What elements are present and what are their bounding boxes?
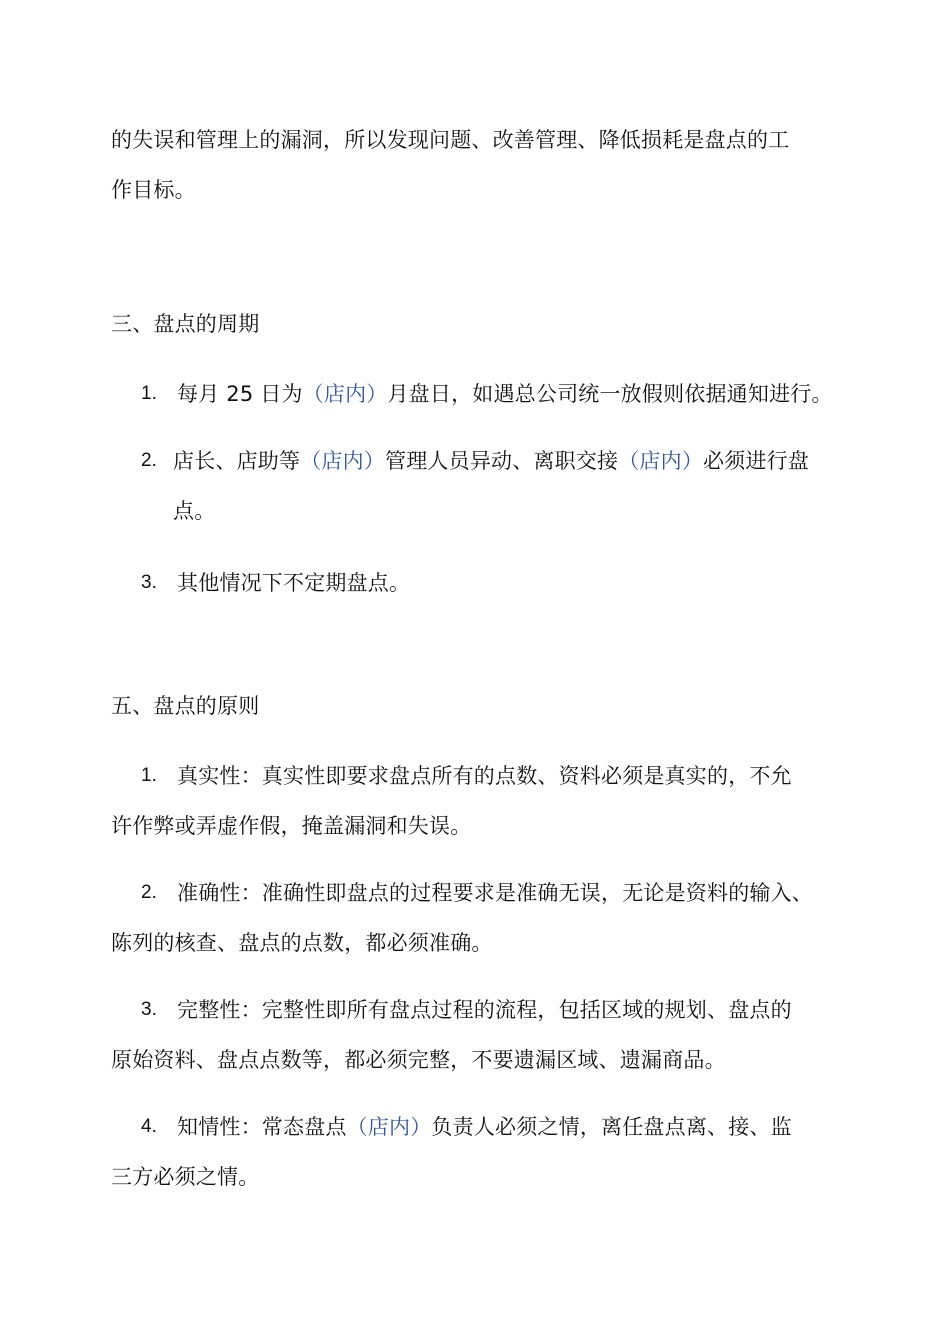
text-run: 三方必须之情。	[111, 1165, 260, 1189]
section-3-item-3-number: 3.	[141, 572, 157, 593]
highlight-store-internal: （店内）	[346, 1115, 432, 1139]
text-run: 知情性：常态盘点	[177, 1115, 347, 1139]
highlight-store-internal: （店内）	[618, 449, 704, 473]
intro-line-2: 作目标。	[111, 178, 196, 202]
highlight-store-internal: （店内）	[302, 382, 388, 406]
text-run: 完整性：完整性即所有盘点过程的流程，包括区域的规划、盘点的	[177, 998, 792, 1022]
text-run: 准确性：准确性即盘点的过程要求是准确无误，无论是资料的输入、	[177, 881, 813, 905]
text-run: 月盘日，如遇总公司统一放假则依据通知进行。	[387, 382, 833, 406]
section-3-item-2-number: 2.	[141, 450, 157, 471]
section-5-item-4-line-2	[111, 1163, 259, 1191]
section-5-item-1-line-1	[177, 762, 792, 790]
text-run: 必须进行盘	[703, 449, 810, 473]
section-5-item-2-number: 2.	[141, 882, 157, 903]
section-5-item-4-number: 4.	[141, 1116, 157, 1137]
section-3-item-3-line-1	[177, 569, 410, 597]
section-5-heading: 五、盘点的原则	[111, 694, 260, 718]
section-5-item-1-line-2	[111, 812, 471, 840]
section-3-item-2-line-2	[173, 497, 215, 525]
section-5-item-1-number: 1.	[141, 765, 157, 786]
text-run: 店长、店助等	[173, 449, 301, 473]
text-run: 负责人必须之情，离任盘点离、接、监	[431, 1115, 792, 1139]
highlight-store-internal: （店内）	[300, 449, 386, 473]
intro-line-1: 的失误和管理上的漏洞，所以发现问题、改善管理、降低损耗是盘点的工	[111, 128, 790, 152]
section-5-item-4-line-1	[177, 1113, 792, 1141]
text-run: 许作弊或弄虚作假，掩盖漏洞和失误。	[111, 814, 472, 838]
section-3-heading: 三、盘点的周期	[111, 312, 260, 336]
text-run: 陈列的核查、盘点的点数，都必须准确。	[111, 931, 493, 955]
section-3-item-1-number: 1.	[141, 383, 157, 404]
section-3-item-1-line-1	[177, 380, 833, 408]
section-5-item-3-number: 3.	[141, 999, 157, 1020]
text-run: 管理人员异动、离职交接	[385, 449, 619, 473]
section-5-item-2-line-2	[111, 929, 493, 957]
section-5-item-2-line-1	[177, 879, 813, 907]
text-run: 点。	[173, 499, 216, 523]
text-run: 其他情况下不定期盘点。	[177, 571, 411, 595]
section-5-item-3-line-1	[177, 996, 792, 1024]
section-3-item-2-line-1	[173, 447, 809, 475]
section-5-item-3-line-2	[111, 1046, 726, 1074]
text-run: 每月 25 日为	[177, 382, 303, 406]
text-run: 真实性：真实性即要求盘点所有的点数、资料必须是真实的，不允	[177, 764, 792, 788]
text-run: 原始资料、盘点点数等，都必须完整，不要遗漏区域、遗漏商品。	[111, 1048, 726, 1072]
